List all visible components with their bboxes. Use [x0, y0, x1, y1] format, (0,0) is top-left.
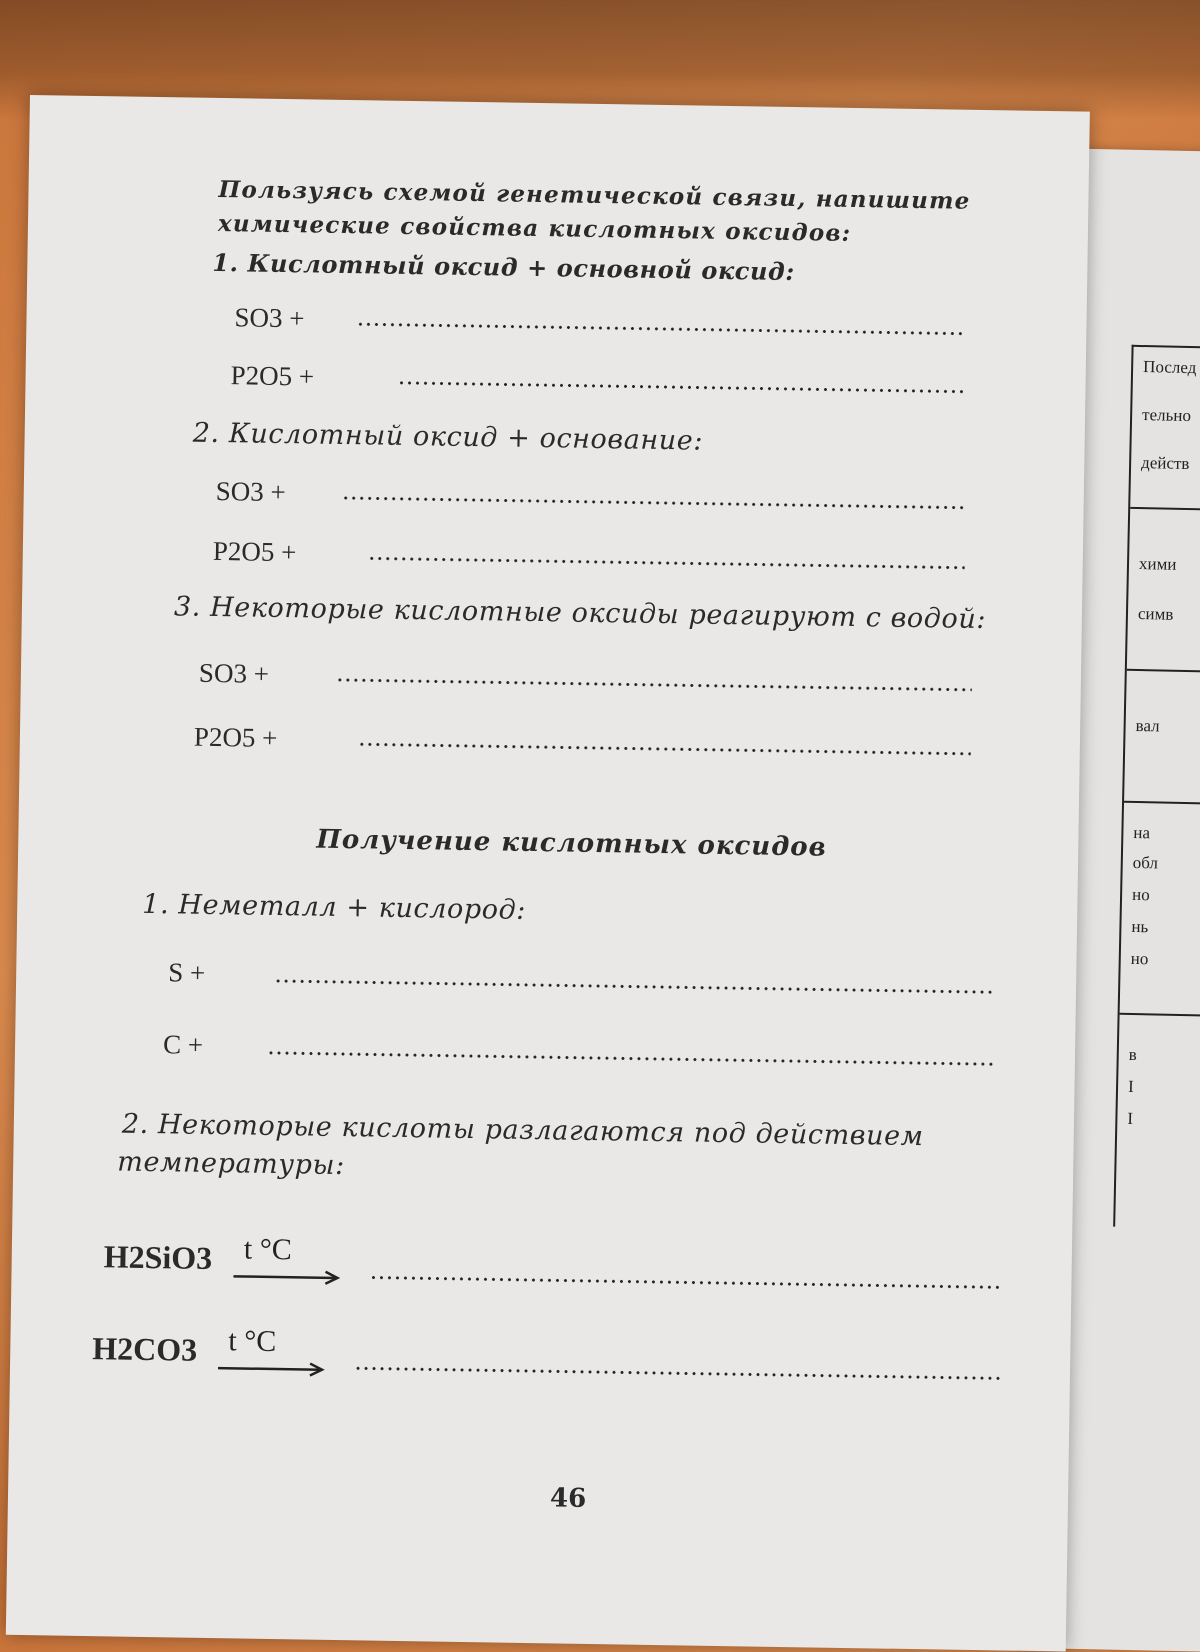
reaction-arrow	[231, 1232, 343, 1290]
answer-line[interactable]	[358, 742, 971, 756]
answer-line[interactable]	[397, 381, 963, 394]
equation-label: SO3 +	[198, 657, 270, 689]
adjacent-cell-text: на	[1133, 822, 1151, 843]
equation-label: S +	[168, 957, 206, 988]
adjacent-cell	[1120, 803, 1200, 1018]
arrow-right-icon	[231, 1268, 343, 1286]
answer-line[interactable]	[368, 556, 965, 569]
preparation-2-title-line-2: температуры:	[117, 1146, 346, 1182]
intro-line-1: Пользуясь схемой генетической связи, напишите	[218, 175, 971, 215]
arrow-right-icon	[216, 1360, 328, 1378]
property-3-title: 3. Некоторые кислотные оксиды реагируют с водой:	[173, 591, 987, 636]
reaction-arrow	[216, 1324, 328, 1382]
adjacent-cell	[1115, 1015, 1200, 1218]
adjacent-cell	[1127, 509, 1200, 674]
equation-label: P2O5 +	[193, 721, 278, 753]
property-1-title: 1. Кислотный оксид + основной оксид:	[212, 247, 796, 287]
intro-line-2: химические свойства кислотных оксидов:	[217, 209, 852, 247]
adjacent-cell-text: нь	[1131, 916, 1149, 937]
equation-label: SO3 +	[215, 475, 287, 508]
equation-label: H2SiO3	[103, 1238, 213, 1277]
adjacent-cell-text: вал	[1135, 715, 1160, 736]
page-number: 46	[549, 1483, 587, 1514]
workbook-page	[6, 95, 1090, 1651]
equation-label: H2CO3	[92, 1330, 198, 1368]
equation-label: C +	[162, 1029, 204, 1060]
section-heading: Получение кислотных оксидов	[316, 824, 827, 863]
answer-line[interactable]	[267, 1051, 993, 1066]
answer-line[interactable]	[369, 1275, 1001, 1289]
answer-line[interactable]	[336, 678, 972, 692]
condition-label: t °C	[228, 1324, 277, 1359]
equation-label: P2O5 +	[212, 535, 297, 568]
equation-label: SO3 +	[234, 302, 305, 334]
adjacent-cell-text: но	[1130, 948, 1149, 969]
adjacent-cell-text: действ	[1140, 453, 1190, 474]
adjacent-cell-text: I	[1127, 1076, 1134, 1097]
adjacent-cell	[1124, 671, 1200, 806]
adjacent-cell-text: тельно	[1141, 405, 1192, 426]
adjacent-cell-text: в	[1128, 1044, 1137, 1065]
equation-label: P2O5 +	[230, 360, 315, 392]
answer-line[interactable]	[356, 322, 964, 336]
adjacent-cell-text: Послед	[1142, 357, 1197, 378]
condition-label: t °C	[243, 1232, 292, 1267]
preparation-1-title: 1. Неметалл + кислород:	[142, 888, 527, 926]
adjacent-cell-text: обл	[1132, 852, 1159, 873]
answer-line[interactable]	[354, 1366, 1004, 1380]
answer-line[interactable]	[274, 979, 994, 994]
adjacent-cell-text: симв	[1137, 604, 1174, 624]
adjacent-cell	[1130, 347, 1200, 512]
adjacent-cell-text: но	[1131, 884, 1150, 905]
property-2-title: 2. Кислотный оксид + основание:	[192, 417, 704, 457]
adjacent-table	[1113, 345, 1200, 1230]
answer-line[interactable]	[342, 496, 966, 510]
preparation-2-title-line-1: 2. Некоторые кислоты разлагаются под действием	[121, 1108, 924, 1153]
adjacent-cell-text: хими	[1138, 554, 1177, 574]
adjacent-cell-text: I	[1127, 1108, 1134, 1129]
